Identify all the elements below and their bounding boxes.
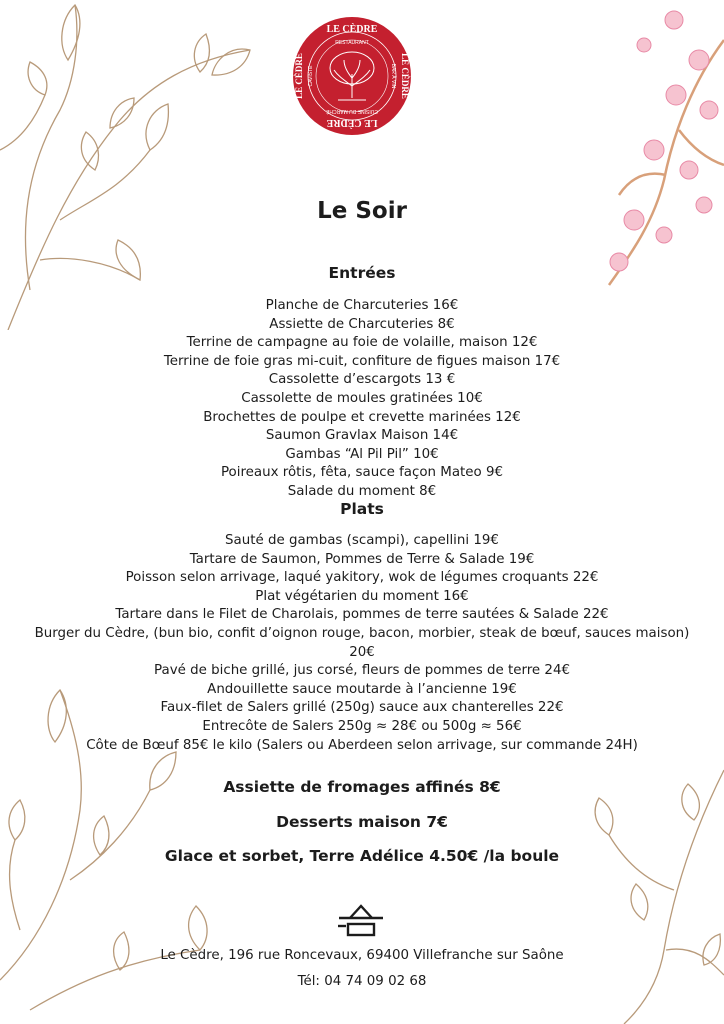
menu-item: Saumon Gravlax Maison 14€ <box>265 428 459 444</box>
logo-brand-top: LE CÈDRE <box>326 24 378 35</box>
menu-item: Côte de Bœuf 85€ le kilo (Salers ou Aberdeen selon arrivage, sur commande 24H) <box>86 737 638 753</box>
menu-item: Burger du Cèdre, (bun bio, confit d’oignon rouge, bacon, morbier, steak de bœuf, sauces maison) <box>34 625 690 641</box>
section-heading-plats: Plats <box>340 500 384 518</box>
menu-item: Tartare de Saumon, Pommes de Terre & Salade 19€ <box>189 551 535 567</box>
menu-item: Terrine de campagne au foie de volaille, maison 12€ <box>186 335 538 351</box>
menu-item: Andouillette sauce moutarde à l’ancienne 19€ <box>207 681 517 697</box>
entrees-list <box>0 297 724 502</box>
menu-item: Assiette de Charcuteries 8€ <box>269 316 455 332</box>
logo-badge <box>292 16 412 136</box>
cherry-blossom-illustration <box>604 0 724 290</box>
restaurant-logo <box>292 16 412 136</box>
menu-item: Tartare dans le Filet de Charolais, pommes de terre sautées & Salade 22€ <box>115 607 609 623</box>
footer-phone: Tél: 04 74 09 02 68 <box>297 974 427 989</box>
menu-item: Brochettes de poulpe et crevette marinées 12€ <box>203 409 521 425</box>
glace-line: Glace et sorbet, Terre Adélice 4.50€ /la boule <box>164 847 560 865</box>
menu-item: Sauté de gambas (scampi), capellini 19€ <box>225 533 499 548</box>
house-icon <box>336 902 386 938</box>
section-heading-entrees: Entrées <box>328 264 396 282</box>
menu-item: Cassolette d’escargots 13 € <box>268 372 456 388</box>
menu-item: Planche de Charcuteries 16€ <box>265 298 459 313</box>
menu-item: Cassolette de moules gratinées 10€ <box>241 390 483 406</box>
menu-item: Poisson selon arrivage, laqué yakitory, wok de légumes croquants 22€ <box>125 570 599 586</box>
logo-ring-right: BAR À VIN <box>390 63 396 89</box>
menu-item: Pavé de biche grillé, jus corsé, fleurs de pommes de terre 24€ <box>154 663 570 679</box>
logo-ring-left: CAVISTE <box>308 65 314 87</box>
logo-ring-top: RESTAURANT <box>335 40 369 46</box>
logo-brand-right: LE CÈDRE <box>400 53 410 99</box>
plats-list <box>0 532 724 755</box>
logo-brand-left: LE CÈDRE <box>294 53 304 99</box>
menu-item: Poireaux rôtis, fêta, sauce façon Mateo 9€ <box>220 465 504 481</box>
fromages-line: Assiette de fromages affinés 8€ <box>223 778 501 796</box>
desserts-line: Desserts maison 7€ <box>276 813 448 831</box>
menu-item: Plat végétarien du moment 16€ <box>255 588 469 604</box>
logo-brand-bottom: LE CÈDRE <box>326 117 378 128</box>
menu-item: 20€ <box>349 644 375 660</box>
menu-item: Faux-filet de Salers grillé (250g) sauce aux chanterelles 22€ <box>160 700 564 716</box>
menu-item: Gambas “Al Pil Pil” 10€ <box>285 446 439 462</box>
menu-item: Entrecôte de Salers 250g ≈ 28€ ou 500g ≈ 56€ <box>202 718 522 734</box>
page-title: Le Soir <box>317 198 407 224</box>
menu-item: Salade du moment 8€ <box>287 483 437 499</box>
logo-ring-bottom: CUISINE DU MARCHÉ <box>326 108 378 114</box>
footer-address: Le Cèdre, 196 rue Roncevaux, 69400 Villefranche sur Saône <box>160 948 564 963</box>
menu-item: Terrine de foie gras mi-cuit, confiture de figues maison 17€ <box>163 353 561 369</box>
